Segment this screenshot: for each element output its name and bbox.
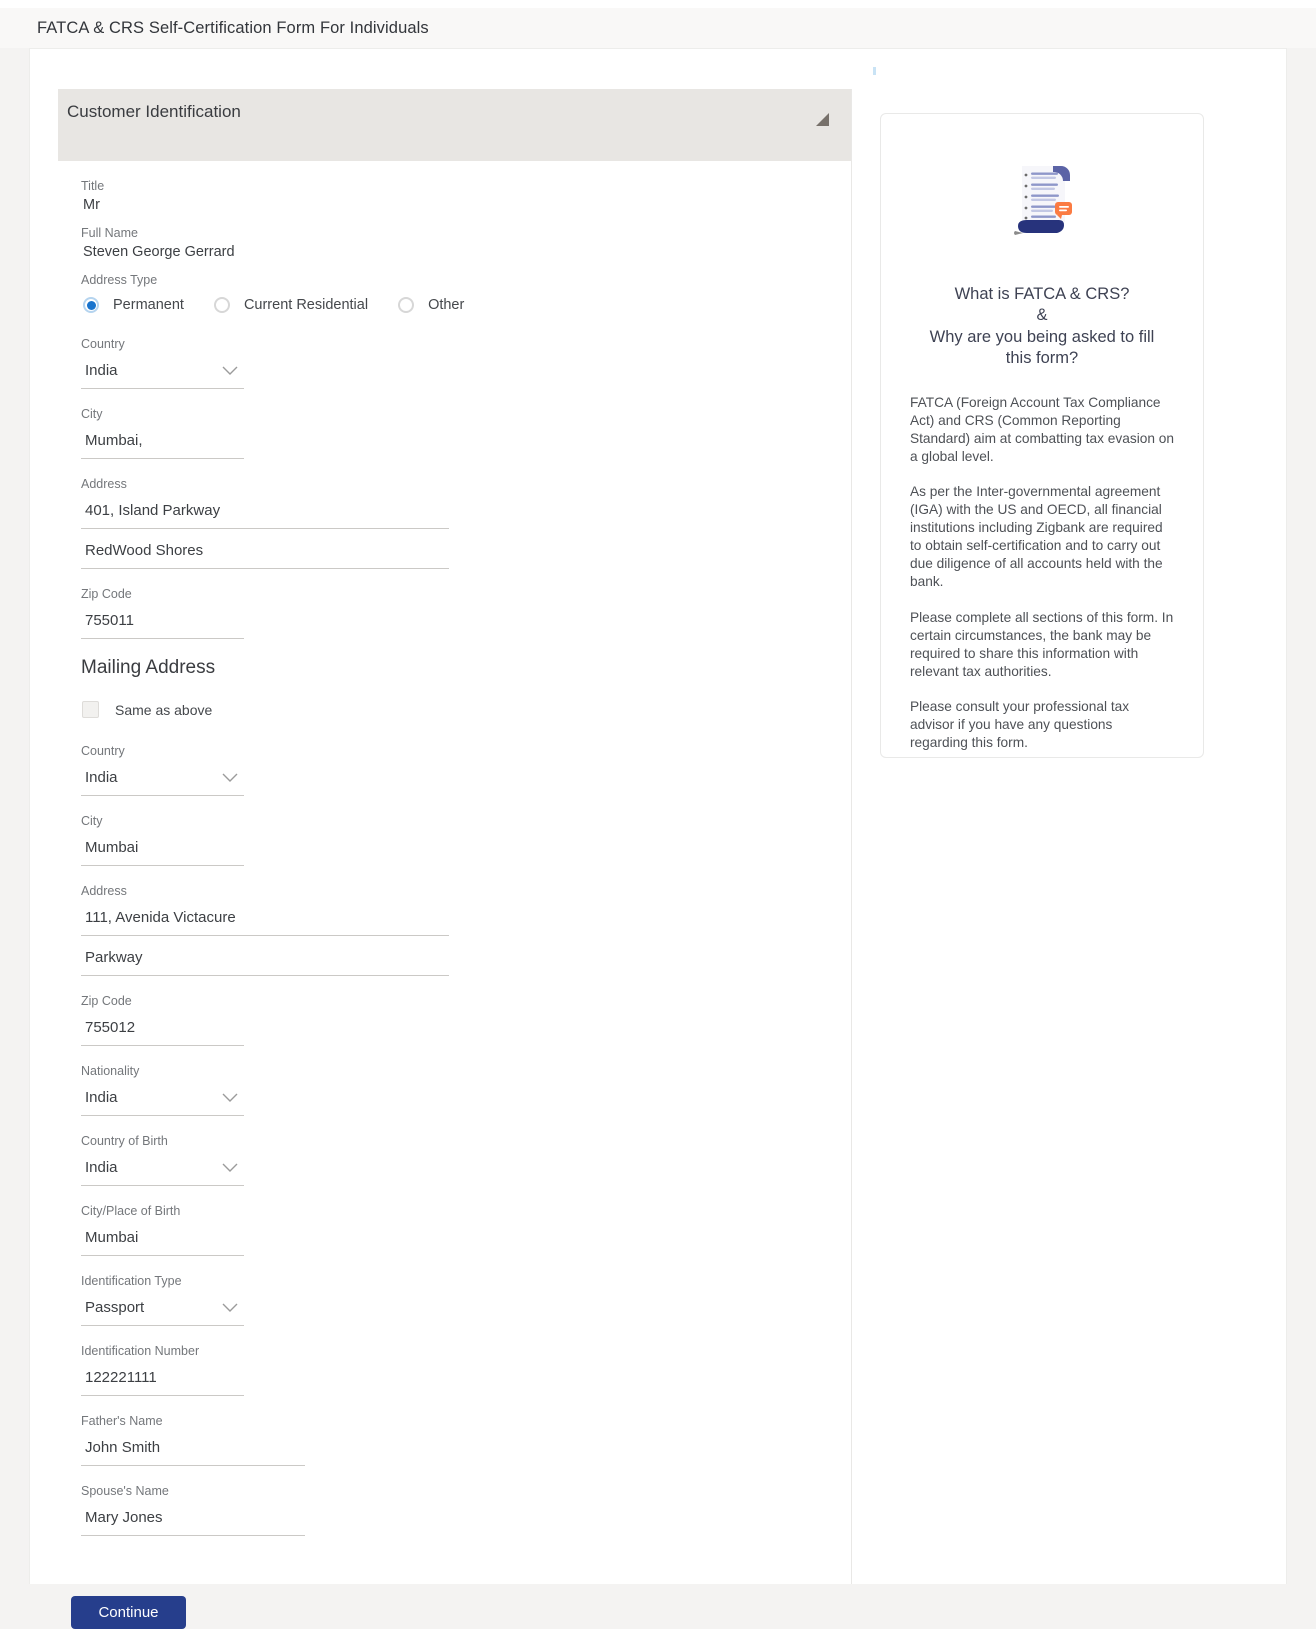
zip-permanent-input[interactable]: [81, 605, 244, 639]
fathers-name-label: Father's Name: [81, 1414, 163, 1428]
info-paragraph-4: Please consult your professional tax advisor if you have any questions regarding this form.: [910, 698, 1130, 750]
city-mailing-label: City: [81, 814, 103, 828]
full-name-label: Full Name: [81, 226, 138, 240]
field-country-permanent: [81, 337, 851, 389]
radio-permanent[interactable]: [83, 297, 184, 313]
zip-label: Zip Code: [81, 587, 132, 601]
field-country-of-birth: [81, 1134, 851, 1186]
info-title-line-1: What is FATCA & CRS?: [954, 285, 1130, 303]
zip-permanent-value: 755011: [85, 612, 134, 629]
radio-permanent-label[interactable]: Permanent: [113, 297, 184, 313]
city-permanent-value: Mumbai,: [85, 432, 143, 449]
nationality-value: India: [85, 1089, 118, 1106]
address-mailing-line1-value: 111, Avenida Victacure: [85, 909, 236, 926]
country-of-birth-dropdown[interactable]: [81, 1152, 244, 1186]
zip-mailing-label: Zip Code: [81, 994, 132, 1008]
address-permanent-line2-value: RedWood Shores: [85, 542, 204, 559]
chevron-down-icon: [222, 1163, 238, 1172]
country-of-birth-label: Country of Birth: [81, 1134, 168, 1148]
render-artifact-mark: [873, 67, 876, 75]
chevron-down-icon: [222, 366, 238, 375]
spouses-name-label: Spouse's Name: [81, 1484, 169, 1498]
city-permanent-input[interactable]: [81, 425, 244, 459]
info-paragraph-1: FATCA (Foreign Account Tax Compliance Act) and CRS (Common Reporting Standard) aim at combatting tax evasion on a global level.: [910, 394, 1175, 464]
info-title-line-3: Why are you being asked to fill: [929, 327, 1155, 346]
fatca-info-title: [881, 284, 1203, 370]
field-title: [81, 179, 851, 213]
address-mailing-line2-value: Parkway: [85, 949, 143, 966]
title-label: Title: [81, 179, 105, 193]
fatca-info-paragraphs: [881, 394, 1203, 752]
country-mailing-dropdown[interactable]: [81, 762, 244, 796]
fathers-name-input[interactable]: [81, 1432, 305, 1466]
address-mailing-label: Address: [81, 884, 127, 898]
city-of-birth-input[interactable]: [81, 1222, 244, 1256]
address-type-label: Address Type: [81, 273, 158, 287]
collapse-panel-icon[interactable]: [816, 113, 829, 126]
address-mailing-line2-input[interactable]: [81, 942, 449, 976]
chevron-down-icon: [222, 1093, 238, 1102]
identification-number-label: Identification Number: [81, 1344, 200, 1358]
radio-current-residential[interactable]: [214, 297, 368, 313]
nationality-label: Nationality: [81, 1064, 140, 1078]
mailing-address-heading: Mailing Address: [81, 657, 216, 678]
radio-current-residential-circle[interactable]: [214, 297, 230, 313]
field-address-permanent: [81, 477, 851, 569]
city-mailing-input[interactable]: [81, 832, 244, 866]
content-card: [29, 48, 1287, 1621]
title-value: Mr: [83, 197, 100, 213]
address-permanent-line1-input[interactable]: [81, 495, 449, 529]
info-title-line-4: this form?: [1005, 349, 1079, 368]
city-of-birth-value: Mumbai: [85, 1229, 139, 1246]
spouses-name-value: Mary Jones: [85, 1509, 163, 1526]
address-type-radio-group: [83, 297, 851, 313]
field-city-permanent: [81, 407, 851, 459]
field-spouses-name: [81, 1484, 851, 1536]
country-permanent-dropdown[interactable]: [81, 355, 244, 389]
field-city-mailing: [81, 814, 851, 866]
nationality-dropdown[interactable]: [81, 1082, 244, 1116]
address-permanent-line2-input[interactable]: [81, 535, 449, 569]
country-mailing-label: Country: [81, 744, 125, 758]
country-permanent-value: India: [85, 362, 118, 379]
city-of-birth-label: City/Place of Birth: [81, 1204, 181, 1218]
form-column: [58, 89, 852, 1621]
country-of-birth-value: India: [85, 1159, 118, 1176]
spouses-name-input[interactable]: [81, 1502, 305, 1536]
info-paragraph-3: Please complete all sections of this form. In certain circumstances, the bank may be required to share this information with relevant tax authorities.: [910, 609, 1174, 679]
info-paragraph-2: As per the Inter-governmental agreement (IGA) with the US and OECD, all financial institutions including Zigbank are required to obtain self-certification and to carry out due diligence of all accounts held with the bank.: [910, 484, 1163, 590]
field-nationality: [81, 1064, 851, 1116]
continue-button[interactable]: Continue: [71, 1596, 186, 1629]
fathers-name-value: John Smith: [85, 1439, 161, 1456]
field-country-mailing: [81, 744, 851, 796]
city-label: City: [81, 407, 103, 421]
field-identification-type: [81, 1274, 851, 1326]
page-header-bar: [0, 8, 1316, 48]
zip-mailing-value: 755012: [85, 1019, 136, 1036]
address-label: Address: [81, 477, 127, 491]
same-as-above-row[interactable]: [82, 701, 851, 718]
country-label: Country: [81, 337, 125, 351]
radio-permanent-circle[interactable]: [83, 297, 99, 313]
identification-number-value: 122221111: [85, 1369, 157, 1386]
same-as-above-label[interactable]: Same as above: [115, 701, 213, 718]
form-body: [58, 161, 851, 1629]
field-full-name: [81, 226, 851, 260]
field-identification-number: [81, 1344, 851, 1396]
city-mailing-value: Mumbai: [85, 839, 139, 856]
field-address-mailing: [81, 884, 851, 976]
identification-type-dropdown[interactable]: [81, 1292, 244, 1326]
chevron-down-icon: [222, 1303, 238, 1312]
section-title: Customer Identification: [67, 102, 241, 121]
chevron-down-icon: [222, 773, 238, 782]
browser-top-strip: [0, 0, 1316, 8]
radio-other-circle[interactable]: [398, 297, 414, 313]
fatca-info-card: [880, 113, 1204, 758]
identification-number-input[interactable]: [81, 1362, 244, 1396]
field-city-of-birth: [81, 1204, 851, 1256]
fatca-scroll-document-icon: [881, 160, 1203, 242]
zip-mailing-input[interactable]: [81, 1012, 244, 1046]
field-zip-mailing: [81, 994, 851, 1046]
page-title: FATCA & CRS Self-Certification Form For Individuals: [37, 18, 429, 37]
address-mailing-line1-input[interactable]: [81, 902, 449, 936]
section-header-customer-identification: [58, 89, 851, 161]
full-name-value: Steven George Gerrard: [83, 244, 235, 260]
same-as-above-checkbox[interactable]: [82, 701, 99, 718]
identification-type-value: Passport: [85, 1299, 145, 1316]
field-zip-permanent: [81, 587, 851, 639]
info-title-line-2: &: [1036, 306, 1048, 325]
field-fathers-name: [81, 1414, 851, 1466]
address-permanent-line1-value: 401, Island Parkway: [85, 502, 221, 519]
radio-current-residential-label[interactable]: Current Residential: [243, 297, 369, 313]
identification-type-label: Identification Type: [81, 1274, 182, 1288]
radio-other-label[interactable]: Other: [428, 297, 465, 313]
radio-other[interactable]: [398, 297, 464, 313]
country-mailing-value: India: [85, 769, 118, 786]
field-address-type: [81, 273, 851, 313]
